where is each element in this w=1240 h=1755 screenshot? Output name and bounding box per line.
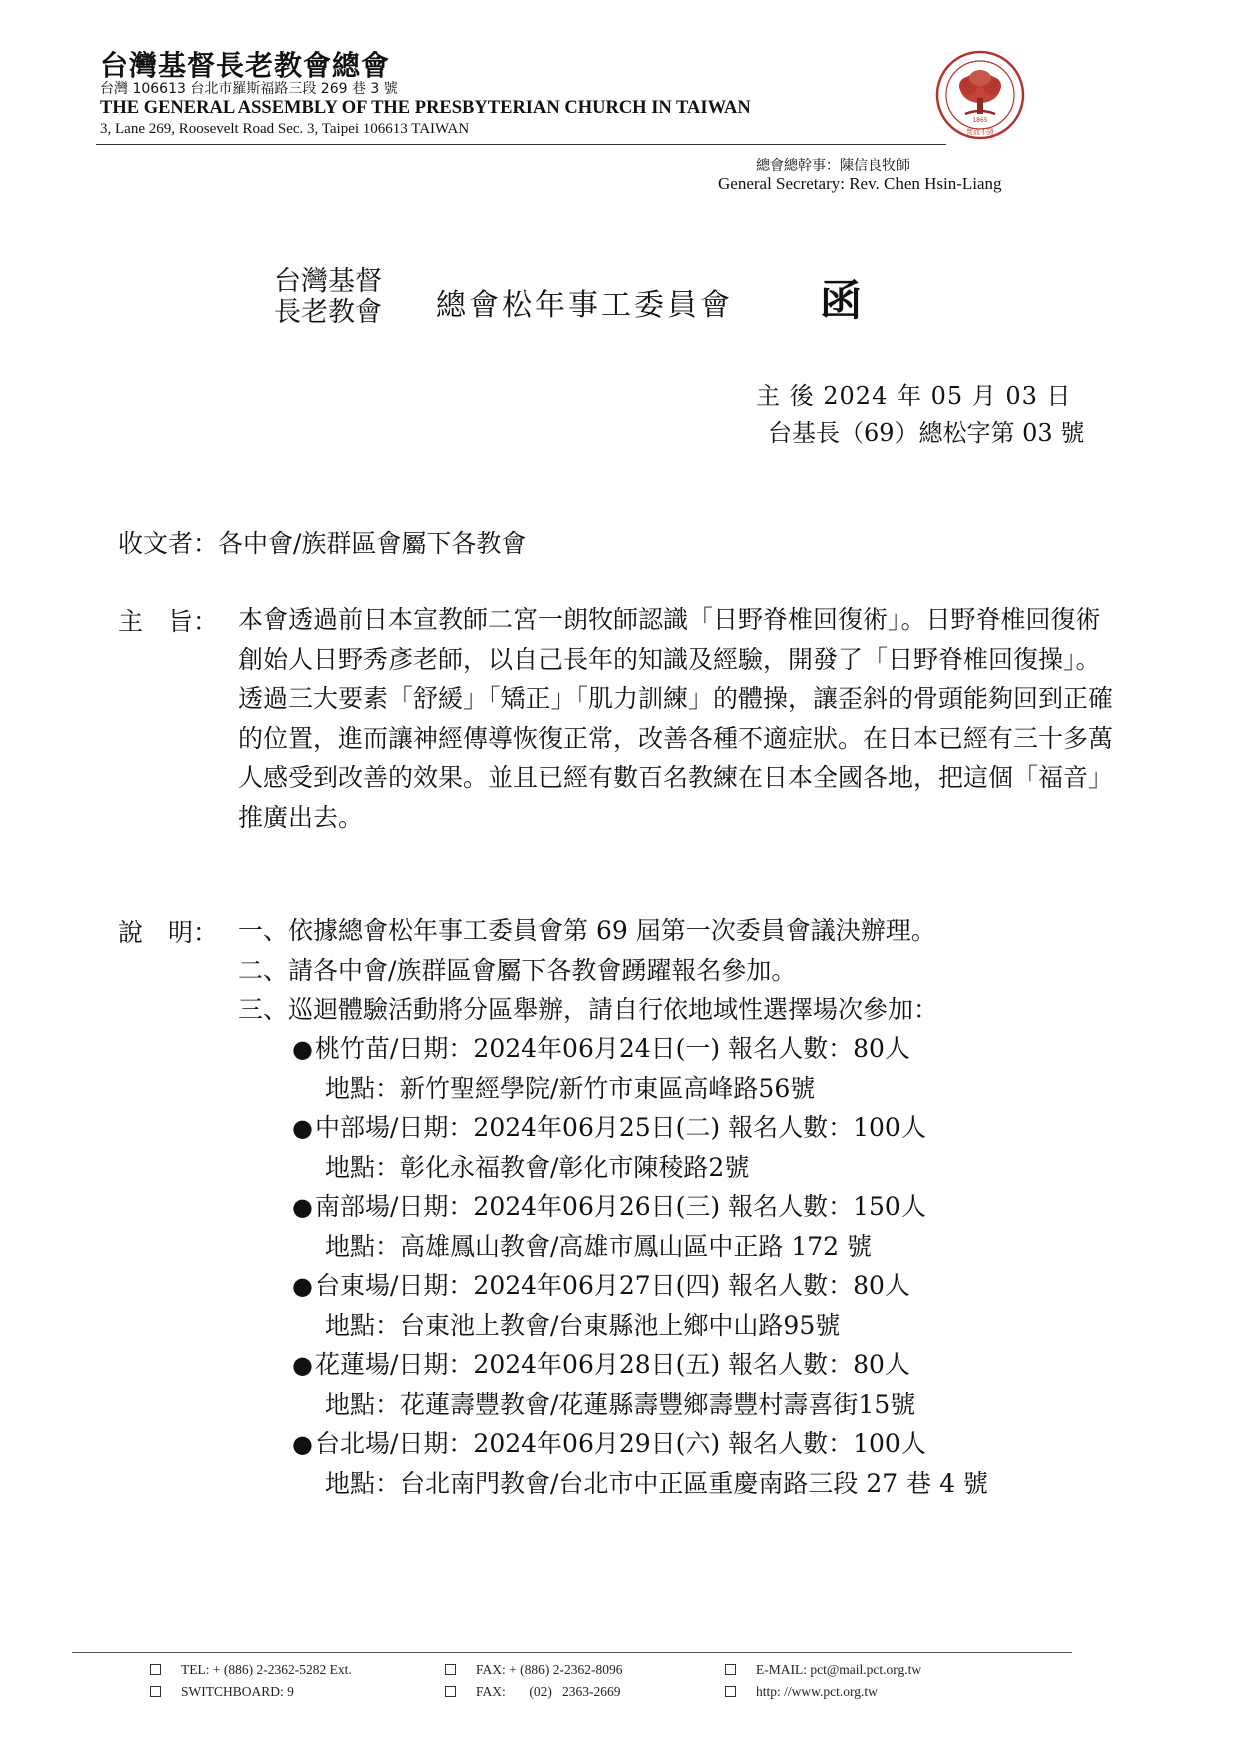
general-secretary-zh: 總會總幹事：陳信良牧師: [756, 158, 910, 174]
event-hualien: [292, 1345, 988, 1385]
checkbox-icon: [445, 1664, 456, 1675]
issuer-church-name: [274, 266, 382, 328]
event-info: 南部場/日期：2024年06月26日(三) 報名人數：150人: [315, 1192, 926, 1221]
event-list: [292, 1029, 988, 1503]
event-info: 中部場/日期：2024年06月25日(二) 報名人數：100人: [315, 1113, 926, 1142]
checkbox-icon: [150, 1664, 161, 1675]
org-name-en: THE GENERAL ASSEMBLY OF THE PRESBYTERIAN CHURCH IN TAIWAN: [100, 98, 751, 118]
event-info: 台東場/日期：2024年06月27日(四) 報名人數：80人: [315, 1271, 910, 1300]
checkbox-icon: [150, 1686, 161, 1697]
description-item-1: 一、依據總會松年事工委員會第 69 屆第一次委員會議決辦理。: [238, 916, 936, 945]
event-location: 地點：台北南門教會/台北市中正區重慶南路三段 27 巷 4 號: [325, 1468, 988, 1498]
bullet-icon: ●: [292, 1430, 313, 1458]
issuer-line-1: 台灣基督: [274, 266, 382, 297]
footer-tel: TEL: + (886) 2-2362-5282 Ext.: [150, 1662, 352, 1678]
svg-text:焚而不毀: 焚而不毀: [966, 128, 994, 136]
footer-fax-1: FAX: + (886) 2-2362-8096: [445, 1662, 622, 1678]
subject-label: 主 旨：: [118, 607, 219, 636]
document-type: 函: [820, 276, 863, 325]
description-list: [238, 911, 938, 1030]
general-secretary-en: General Secretary: Rev. Chen Hsin-Liang: [718, 174, 1002, 193]
description-item-2: 二、請各中會/族群區會屬下各教會踴躍報名參加。: [238, 955, 797, 985]
footer-website: http: //www.pct.org.tw: [725, 1684, 878, 1700]
event-info: 台北場/日期：2024年06月29日(六) 報名人數：100人: [315, 1429, 926, 1458]
event-location: 地點：高雄鳳山教會/高雄市鳳山區中正路 172 號: [325, 1231, 873, 1261]
address-en: 3, Lane 269, Roosevelt Road Sec. 3, Taipei 106613 TAIWAN: [100, 121, 470, 137]
description-label: 說 明：: [118, 918, 219, 947]
footer-fax-2: FAX: (02) 2363-2669: [445, 1684, 621, 1700]
reference-number: 台基長（69）總松字第 03 號: [768, 419, 1085, 447]
org-name-zh: 台灣基督長老教會總會: [100, 49, 391, 82]
event-location: 地點：台東池上教會/台東縣池上鄉中山路95號: [325, 1310, 841, 1340]
footer-email: E-MAIL: pct@mail.pct.org.tw: [725, 1662, 921, 1678]
bullet-icon: ●: [292, 1035, 313, 1063]
event-info: 花蓮場/日期：2024年06月28日(五) 報名人數：80人: [315, 1350, 910, 1379]
bullet-icon: ●: [292, 1114, 313, 1142]
issuer-line-2: 長老教會: [274, 297, 382, 328]
event-location: 地點：彰化永福教會/彰化市陳稜路2號: [325, 1152, 750, 1182]
event-location: 地點：新竹聖經學院/新竹市東區高峰路56號: [325, 1073, 816, 1103]
committee-name: 總會松年事工委員會: [436, 288, 733, 323]
bullet-icon: ●: [292, 1272, 313, 1300]
description-item-3: 三、巡迴體驗活動將分區舉辦，請自行依地域性選擇場次參加：: [238, 995, 939, 1024]
recipients: 收文者：各中會/族群區會屬下各教會: [118, 529, 527, 558]
bullet-icon: ●: [292, 1351, 313, 1379]
event-location: 地點：花蓮壽豐教會/花蓮縣壽豐鄉壽豐村壽喜街15號: [325, 1389, 916, 1419]
header-divider: [96, 144, 946, 145]
checkbox-icon: [725, 1664, 736, 1675]
event-south: [292, 1187, 988, 1227]
footer-divider: [72, 1652, 1072, 1653]
bullet-icon: ●: [292, 1193, 313, 1221]
issue-date: 主 後 2024 年 05 月 03 日: [756, 382, 1072, 410]
event-taitung: [292, 1266, 988, 1306]
event-taozhumiao: [292, 1029, 988, 1069]
svg-text:1865: 1865: [972, 117, 988, 124]
subject-text: 本會透過前日本宣教師二宮一朗牧師認識「日野脊椎回復術」。日野脊椎回復術創始人日野秀彥老師，以自己長年的知識及經驗，開發了「日野脊椎回復操」。透過三大要素「舒緩」「矯正」「肌力訓練」的體操，讓歪斜的骨頭能夠回到正確的位置，進而讓神經傳導恢復正常，改善各種不適症狀。在日本已經有三十多萬人感受到改善的效果。並且已經有數百名教練在日本全國各地，把這個「福音」推廣出去。: [238, 605, 1114, 832]
footer-switchboard: SWITCHBOARD: 9: [150, 1684, 294, 1700]
church-seal-logo: [935, 50, 1025, 140]
checkbox-icon: [725, 1686, 736, 1697]
address-zh: 台灣 106613 台北市羅斯福路三段 269 巷 3 號: [100, 81, 398, 97]
checkbox-icon: [445, 1686, 456, 1697]
event-central: [292, 1108, 988, 1148]
event-info: 桃竹苗/日期：2024年06月24日(一) 報名人數：80人: [315, 1034, 910, 1063]
event-taipei: [292, 1424, 988, 1464]
